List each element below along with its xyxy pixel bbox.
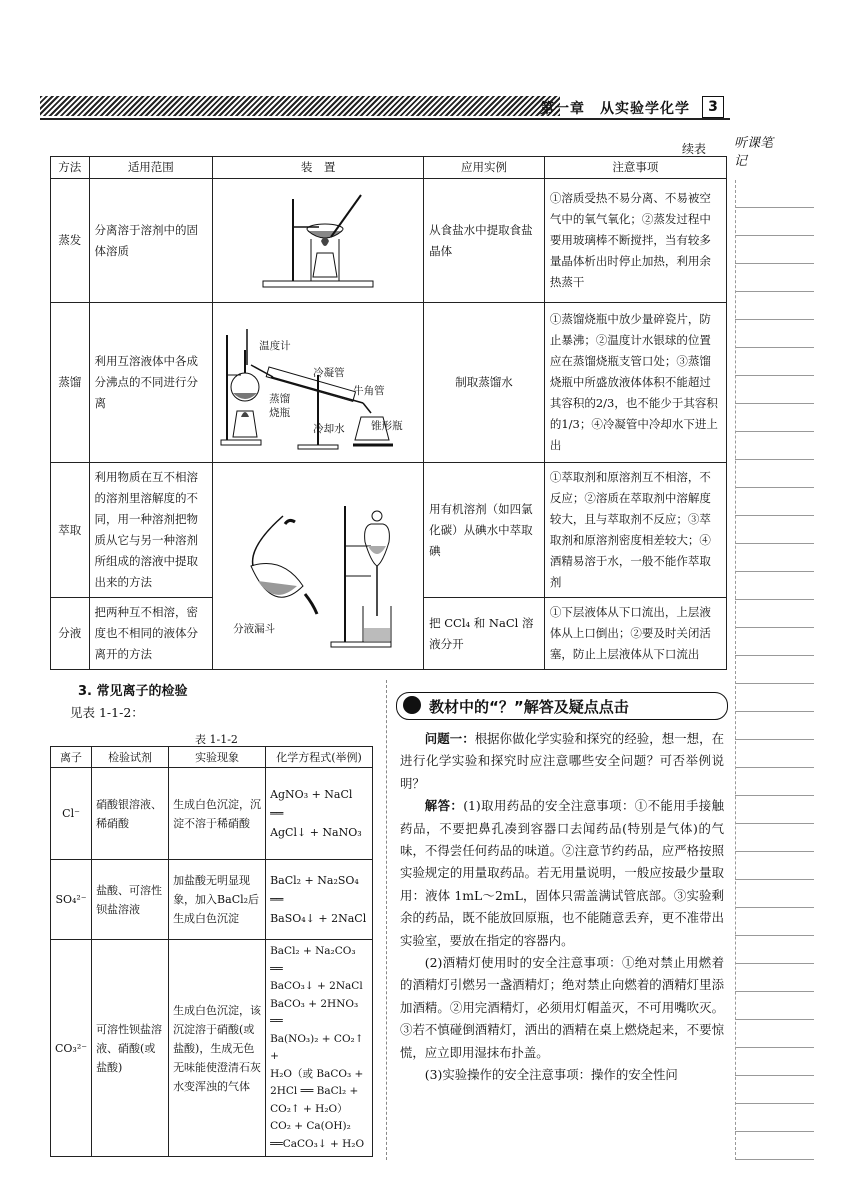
answer-part-3: (3)实验操作的安全注意事项：操作的安全性问 xyxy=(424,1067,678,1083)
equation-line: 2HCl ══ BaCl₂ + xyxy=(270,1085,359,1097)
col-header: 化学方程式(举例) xyxy=(266,747,373,768)
col-header: 应用实例 xyxy=(424,157,545,179)
scope-cell: 把两种互不相溶，密度也不相同的液体分离开的方法 xyxy=(89,598,213,670)
equation-line: AgCl↓ + NaNO₃ xyxy=(270,826,362,839)
scope-cell: 分离溶于溶剂中的固体溶质 xyxy=(89,179,213,303)
equation-line: BaCO₃↓ + 2NaCl xyxy=(270,980,363,992)
table-row xyxy=(51,179,727,303)
col-header: 装 置 xyxy=(213,157,424,179)
label-thermometer: 温度计 xyxy=(259,340,291,352)
col-header: 离子 xyxy=(51,747,92,768)
chapter-title: 第一章 从实验学化学 xyxy=(540,101,690,117)
reagent-cell: 可溶性钡盐溶液、硝酸(或盐酸) xyxy=(92,940,169,1157)
label-cone: 锥形瓶 xyxy=(371,420,403,432)
example-cell: 把 CCl₄ 和 NaCl 溶液分开 xyxy=(424,598,545,670)
ion-cell: CO₃²⁻ xyxy=(51,940,92,1157)
scope-cell: 利用物质在互不相溶的溶剂里溶解度的不同，用一种溶剂把物质从它与另一种溶剂所组成的溶液中提取出来的方法 xyxy=(89,463,213,598)
label-flask2: 烧瓶 xyxy=(269,407,291,419)
method-cell: 蒸馏 xyxy=(51,303,90,463)
qa-section xyxy=(400,728,724,1087)
reagent-cell: 硝酸银溶液、稀硝酸 xyxy=(92,768,169,860)
banner-title: 教材中的“？”解答及疑点点击 xyxy=(429,698,629,716)
method-cell: 蒸发 xyxy=(51,179,90,303)
question-text: 根据你做化学实验和探究的经验，想一想，在进行化学实验和探究时应注意哪些安全问题？可否举例说明？ xyxy=(400,731,725,791)
continued-label: 续表 xyxy=(682,142,707,156)
page-number: 3 xyxy=(702,96,724,118)
table-header-row xyxy=(51,157,727,179)
phenomenon-cell: 生成白色沉淀，沉淀不溶于稀硝酸 xyxy=(169,768,266,860)
table-row xyxy=(51,303,727,463)
label-funnel: 分液漏斗 xyxy=(233,623,276,635)
phenomenon-cell: 加盐酸无明显现象，加入BaCl₂后生成白色沉淀 xyxy=(169,860,266,940)
ion-test-table xyxy=(50,746,373,1157)
label-flask: 蒸馏 xyxy=(269,393,291,405)
apparatus-distillation xyxy=(213,303,424,463)
equation-line: BaCO₃ + 2HNO₃ ══ xyxy=(270,997,359,1027)
notes-cell: ①溶质受热不易分离、不易被空气中的氧气氧化；②蒸发过程中要用玻璃棒不断搅拌，当有较多量晶体析出时停止加热，利用余热蒸干 xyxy=(544,179,726,303)
table-row xyxy=(51,768,373,860)
apparatus-extraction xyxy=(213,463,424,670)
notes-cell: ①萃取剂和原溶剂互不相溶，不反应；②溶质在萃取剂中溶解度较大，且与萃取剂不反应；③萃取剂和原溶剂密度相差较大；④酒精易溶于水，一般不能作萃取剂 xyxy=(544,463,726,598)
label-water: 冷却水 xyxy=(313,423,345,435)
equation-line: CO₂↑ + H₂O） xyxy=(270,1102,348,1115)
equation-line: BaCl₂ + Na₂SO₄ ══ xyxy=(270,874,359,906)
table-row xyxy=(51,860,373,940)
ion-cell: SO₄²⁻ xyxy=(51,860,92,940)
evaporation-apparatus-icon xyxy=(213,181,423,301)
example-cell: 从食盐水中提取食盐晶体 xyxy=(424,179,545,303)
col-header: 适用范围 xyxy=(89,157,213,179)
label-horn: 牛角管 xyxy=(353,385,385,397)
equation-cell xyxy=(266,768,373,860)
equation-line: Ba(NO₃)₂ + CO₂↑ + xyxy=(270,1032,364,1062)
equation-line: AgNO₃ + NaCl ══ xyxy=(270,788,353,820)
reagent-cell: 盐酸、可溶性钡盐溶液 xyxy=(92,860,169,940)
label-condenser: 冷凝管 xyxy=(313,367,345,379)
col-header: 实验现象 xyxy=(169,747,266,768)
separation-methods-table xyxy=(50,156,727,670)
equation-line: H₂O（或 BaCO₃ + xyxy=(270,1067,364,1080)
equation-cell xyxy=(266,940,373,1157)
example-cell: 用有机溶剂（如四氯化碳）从碘水中萃取碘 xyxy=(424,463,545,598)
table-row xyxy=(51,463,727,598)
header-rule xyxy=(40,118,730,120)
answer-label: 解答： xyxy=(424,798,464,814)
scope-cell: 利用互溶液体中各成分沸点的不同进行分离 xyxy=(89,303,213,463)
note-lines xyxy=(735,180,814,1160)
side-note-title: 听课笔记 xyxy=(734,136,774,169)
ion-cell: Cl⁻ xyxy=(51,768,92,860)
table-caption: 表 1-1-2 xyxy=(195,733,238,746)
table-header-row xyxy=(51,747,373,768)
question-paragraph xyxy=(400,728,724,795)
equation-line: BaSO₄↓ + 2NaCl xyxy=(270,912,367,925)
apparatus-evaporation xyxy=(213,179,424,303)
answer-part-2: (2)酒精灯使用时的安全注意事项：①绝对禁止用燃着的酒精灯引燃另一盏酒精灯；绝对禁止向燃着的酒精灯里添加酒精。②用完酒精灯，必须用灯帽盖灭，不可用嘴吹灭。③若不慎碰倒酒精灯，洒出的酒精在桌上燃烧起来，不要惊慌，应立即用湿抹布扑盖。 xyxy=(400,955,724,1060)
answer-paragraph xyxy=(400,795,724,952)
notes-cell: ①蒸馏烧瓶中放少量碎瓷片，防止暴沸；②温度计水银球的位置应在蒸馏烧瓶支管口处；③蒸馏烧瓶中所盛放液体体积不能超过其容积的2/3，也不能少于其容积的1/3；④冷凝管中冷却水下进上出 xyxy=(544,303,726,463)
banner-badge-icon xyxy=(403,696,421,714)
col-header: 检验试剂 xyxy=(92,747,169,768)
section-subtitle: 见表 1-1-2： xyxy=(70,705,144,720)
answer-part-1: (1)取用药品的安全注意事项：①不能用手接触药品，不要把鼻孔凑到容器口去闻药品(特别是气体)的气味，不得尝任何药品的味道。②注意节约药品，应严格按照实验规定的用量取药品。若无用量说明，一般应按最少量取用：液体 1mL～2mL，固体只需盖满试管底部。③实验剩余的药品，既不能放回原瓶，也不能随意丢弃，更不准带出实验室，要放在指定的容器内。 xyxy=(400,798,724,948)
section-title: 3. 常见离子的检验 xyxy=(78,684,188,699)
notes-cell: ①下层液体从下口流出，上层液体从上口倒出；②要及时关闭活塞，防止上层液体从下口流出 xyxy=(544,598,726,670)
equation-line: BaCl₂ + Na₂CO₃ ══ xyxy=(270,945,356,975)
method-cell: 分液 xyxy=(51,598,90,670)
method-cell: 萃取 xyxy=(51,463,90,598)
equation-cell xyxy=(266,860,373,940)
col-header: 注意事项 xyxy=(544,157,726,179)
phenomenon-cell: 生成白色沉淀，该沉淀溶于硝酸(或盐酸)，生成无色无味能使澄清石灰水变浑浊的气体 xyxy=(169,940,266,1157)
equation-line: CO₂ + Ca(OH)₂ xyxy=(270,1120,351,1132)
col-header: 方法 xyxy=(51,157,90,179)
column-divider xyxy=(386,680,387,1160)
header-decoration xyxy=(40,96,560,116)
equation-line: ══CaCO₃↓ + H₂O xyxy=(270,1137,365,1150)
example-cell: 制取蒸馏水 xyxy=(424,303,545,463)
qa-banner xyxy=(396,692,728,720)
question-label: 问题一： xyxy=(424,731,475,746)
table-row xyxy=(51,940,373,1157)
